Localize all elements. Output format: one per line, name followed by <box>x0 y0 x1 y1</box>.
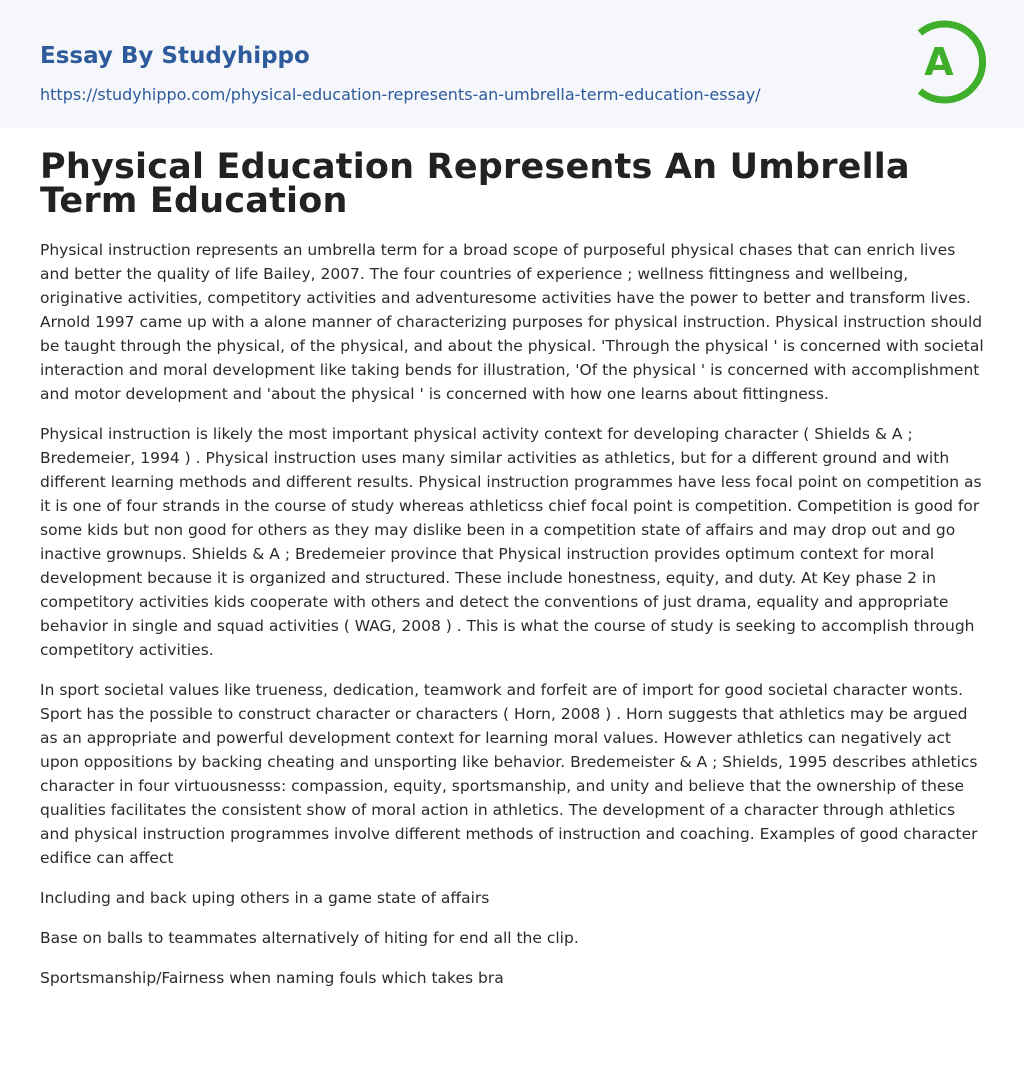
source-url-link[interactable]: https://studyhippo.com/physical-education-represents-an-umbrella-term-education-essay/ <box>40 85 761 104</box>
site-header <box>0 0 1024 128</box>
paragraph-3: In sport societal values like trueness, dedication, teamwork and forfeit are of import for good societal character wonts. Sport has the possible to construct character or characters ( Horn, 2008 ) . Horn suggests that athletics may be argued as an appropriate and powerful development context for learning moral values. However athletics can negatively act upon oppositions by backing cheating and unsporting like behavior. Bredemeister & A ; Shields, 1995 describes athletics character in four virtuousnesss: compassion, equity, sportsmanship, and unity and believe that the ownership of these qualities facilitates the consistent show of moral action in athletics. The development of a character through athletics and physical instruction programmes involve different methods of instruction and coaching. Examples of good character edifice can affect <box>40 681 978 867</box>
paragraph-4: Including and back uping others in a game state of affairs <box>40 889 490 907</box>
logo-icon <box>912 19 986 105</box>
site-brand[interactable]: Essay By Studyhippo <box>40 43 310 69</box>
logo-letter: A <box>924 40 954 84</box>
article-title: Physical Education Represents An Umbrella Term Education <box>40 147 910 221</box>
paragraph-1: Physical instruction represents an umbrella term for a broad scope of purposeful physical chases that can enrich lives and better the quality of life Bailey, 2007. The four countries of experience ; wellness fittingness and wellbeing, originative activities, competitory activities and adventuresome activities have the power to better and transform lives. Arnold 1997 came up with a alone manner of characterizing purposes for physical instruction. Physical instruction should be taught through the physical, of the physical, and about the physical. 'Through the physical ' is concerned with societal interaction and moral development like taking bends for illustration, 'Of the physical ' is concerned with accomplishment and motor development and 'about the physical ' is concerned with how one learns about fittingness. <box>40 241 984 403</box>
paragraph-6: Sportsmanship/Fairness when naming fouls which takes bra <box>40 969 504 987</box>
paragraph-5: Base on balls to teammates alternatively of hiting for end all the clip. <box>40 929 579 947</box>
article-body <box>40 238 984 990</box>
paragraph-2: Physical instruction is likely the most important physical activity context for developing character ( Shields & A ; Bredemeier, 1994 ) . Physical instruction uses many similar activities as athletics, but for a different ground and with different learning methods and different results. Physical instruction programmes have less focal point on competition as it is one of four strands in the course of study whereas athleticss chief focal point is competition. Competition is good for some kids but non good for others as they may dislike been in a competition state of affairs and may drop out and go inactive grownups. Shields & A ; Bredemeier province that Physical instruction provides optimum context for moral development because it is organized and structured. These include honestness, equity, and duty. At Key phase 2 in competitory activities kids cooperate with others and detect the conventions of just drama, equality and appropriate behavior in single and squad activities ( WAG, 2008 ) . This is what the course of study is seeking to accomplish through competitory activities. <box>40 425 982 659</box>
studyhippo-logo[interactable] <box>912 19 986 105</box>
article <box>0 147 1024 990</box>
